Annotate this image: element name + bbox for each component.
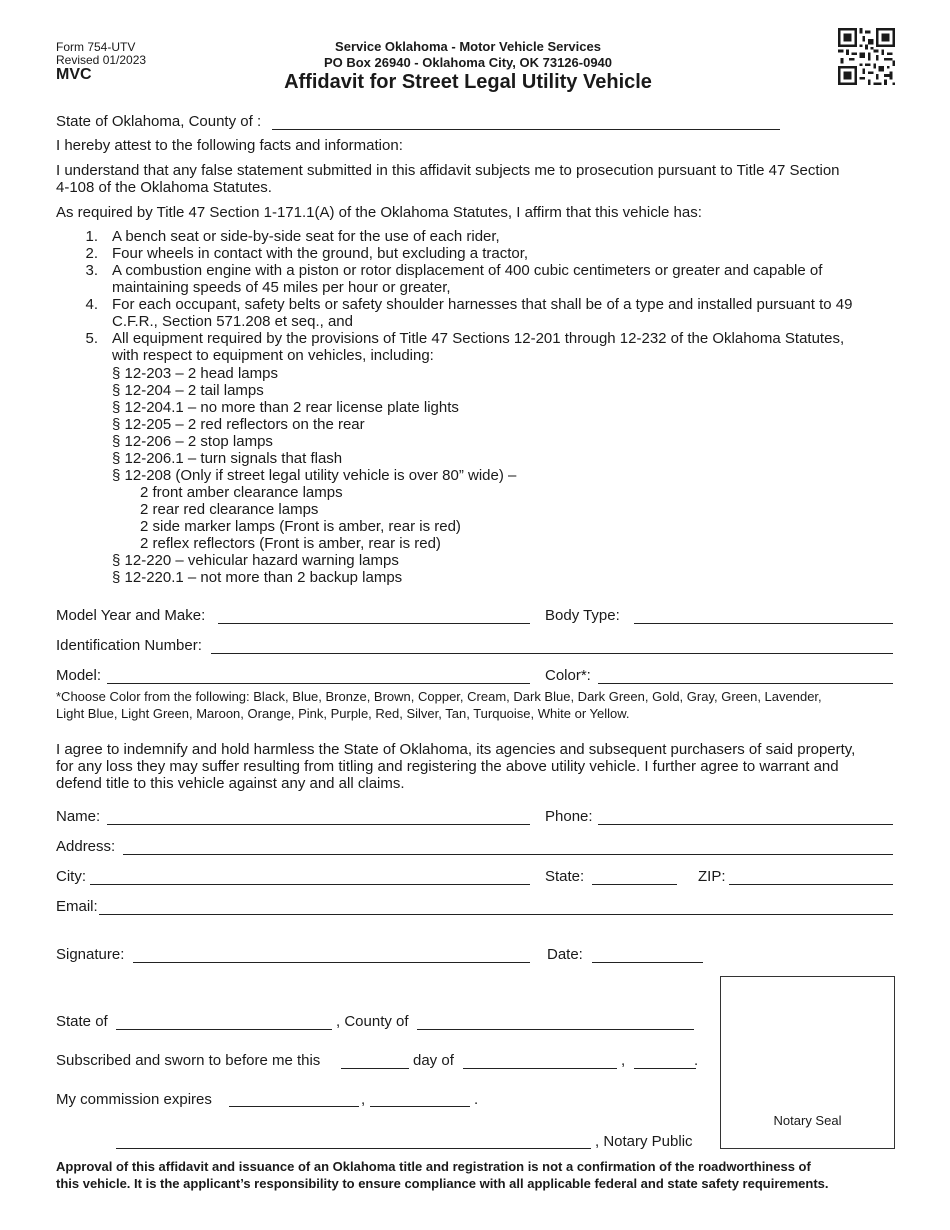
sworn-day-field[interactable]: [341, 1068, 409, 1069]
equipment-item: § 12-205 – 2 red reflectors on the rear: [112, 416, 365, 433]
email-label: Email:: [56, 898, 98, 915]
model-field[interactable]: [107, 683, 530, 684]
vin-label: Identification Number:: [56, 637, 202, 654]
wide-vehicle-item: 2 side marker lamps (Front is amber, rear is red): [140, 518, 461, 535]
commission-period: .: [474, 1091, 479, 1108]
vin-field[interactable]: [211, 653, 893, 654]
city-label: City:: [56, 868, 86, 885]
address-label: Address:: [56, 838, 116, 855]
indemnify-line-2: for any loss they may suffer resulting from titling and registering the above utility vehicle. I further agree to warrant and: [56, 758, 839, 775]
commission-comma: ,: [361, 1091, 366, 1108]
equipment-item: § 12-204 – 2 tail lamps: [112, 382, 264, 399]
wide-vehicle-item: 2 rear red clearance lamps: [140, 501, 319, 518]
notary-signature-field[interactable]: [116, 1148, 591, 1149]
attest-statement: I hereby attest to the following facts and information:: [56, 137, 403, 154]
wide-vehicle-item: 2 reflex reflectors (Front is amber, rear is red): [140, 535, 441, 552]
requirements-intro: As required by Title 47 Section 1-171.1(A) of the Oklahoma Statutes, I affirm that this vehicle has:: [56, 204, 702, 221]
color-note-line-2: Light Blue, Light Green, Maroon, Orange, Pink, Purple, Red, Silver, Tan, Turquoise, White or Yellow.: [56, 706, 630, 721]
sworn-month-field[interactable]: [463, 1068, 617, 1069]
commission-date-field[interactable]: [229, 1106, 359, 1107]
notary-county-field[interactable]: [417, 1029, 694, 1030]
day-of-label: day of: [413, 1052, 454, 1069]
color-label: Color*:: [545, 667, 591, 684]
city-field[interactable]: [90, 884, 530, 885]
model-label: Model:: [56, 667, 102, 684]
phone-label: Phone:: [545, 808, 593, 825]
qr-code-icon: [838, 28, 895, 85]
notary-state-field[interactable]: [116, 1029, 332, 1030]
body-type-label: Body Type:: [545, 607, 620, 624]
agency-address: PO Box 26940 - Oklahoma City, OK 73126-0940: [323, 55, 613, 70]
signature-label: Signature:: [56, 946, 125, 963]
disclaimer-line-2: this vehicle. It is the applicant’s responsibility to ensure compliance with all applicable federal and state safety requirements.: [56, 1176, 829, 1191]
indemnify-line-3: defend title to this vehicle against any and all claims.: [56, 775, 405, 792]
equipment-item: § 12-220.1 – not more than 2 backup lamps: [112, 569, 403, 586]
agency-name: Service Oklahoma - Motor Vehicle Services: [335, 39, 601, 54]
indemnify-line-1: I agree to indemnify and hold harmless the State of Oklahoma, its agencies and subsequent purchasers of said property,: [56, 741, 856, 758]
notary-seal-box: [720, 976, 895, 1149]
notary-public-label: , Notary Public: [595, 1133, 693, 1150]
sworn-comma: ,: [621, 1052, 626, 1069]
email-field[interactable]: [99, 914, 893, 915]
equipment-item: § 12-206.1 – turn signals that flash: [112, 450, 343, 467]
county-field[interactable]: [272, 129, 780, 130]
equipment-item: § 12-204.1 – no more than 2 rear license plate lights: [112, 399, 459, 416]
zip-field[interactable]: [729, 884, 893, 885]
state-label: State:: [545, 868, 585, 885]
zip-label: ZIP:: [698, 868, 726, 885]
signature-field[interactable]: [133, 962, 530, 963]
equipment-item: § 12-203 – 2 head lamps: [112, 365, 278, 382]
name-field[interactable]: [107, 824, 530, 825]
notary-state-label: State of: [56, 1013, 108, 1030]
date-field[interactable]: [592, 962, 703, 963]
phone-field[interactable]: [598, 824, 893, 825]
false-statement-line-2: 4-108 of the Oklahoma Statutes.: [56, 179, 272, 196]
page-title: Affidavit for Street Legal Utility Vehicle: [284, 71, 652, 93]
model-year-make-label: Model Year and Make:: [56, 607, 206, 624]
county-label: State of Oklahoma, County of :: [56, 113, 262, 130]
date-label: Date:: [547, 946, 583, 963]
model-year-make-field[interactable]: [218, 623, 530, 624]
address-field[interactable]: [123, 854, 893, 855]
sworn-year-field[interactable]: [634, 1068, 696, 1069]
form-number: Form 754-UTV: [56, 40, 136, 54]
color-note-line-1: *Choose Color from the following: Black, Blue, Bronze, Brown, Copper, Cream, Dark Blue, Dark Green, Gold, Gray, Green, Lavender,: [56, 689, 822, 704]
wide-vehicle-item: 2 front amber clearance lamps: [140, 484, 343, 501]
commission-label: My commission expires: [56, 1091, 212, 1108]
disclaimer-line-1: Approval of this affidavit and issuance of an Oklahoma title and registration is not a confirmation of the roadworthiness of: [56, 1159, 811, 1174]
color-field[interactable]: [598, 683, 893, 684]
equipment-item: § 12-206 – 2 stop lamps: [112, 433, 273, 450]
body-type-field[interactable]: [634, 623, 893, 624]
state-field[interactable]: [592, 884, 677, 885]
sworn-label: Subscribed and sworn to before me this: [56, 1052, 321, 1069]
false-statement-line-1: I understand that any false statement submitted in this affidavit subjects me to prosecution pursuant to Title 47 Section: [56, 162, 840, 179]
notary-county-label: , County of: [336, 1013, 409, 1030]
division-code: MVC: [56, 66, 92, 83]
sworn-period: .: [694, 1052, 699, 1069]
name-label: Name:: [56, 808, 101, 825]
equipment-item: § 12-208 (Only if street legal utility vehicle is over 80” wide) –: [112, 467, 517, 484]
commission-year-field[interactable]: [370, 1106, 470, 1107]
revised-date: Revised 01/2023: [56, 53, 147, 67]
equipment-item: § 12-220 – vehicular hazard warning lamps: [112, 552, 399, 569]
notary-seal-label: Notary Seal: [773, 1113, 842, 1128]
